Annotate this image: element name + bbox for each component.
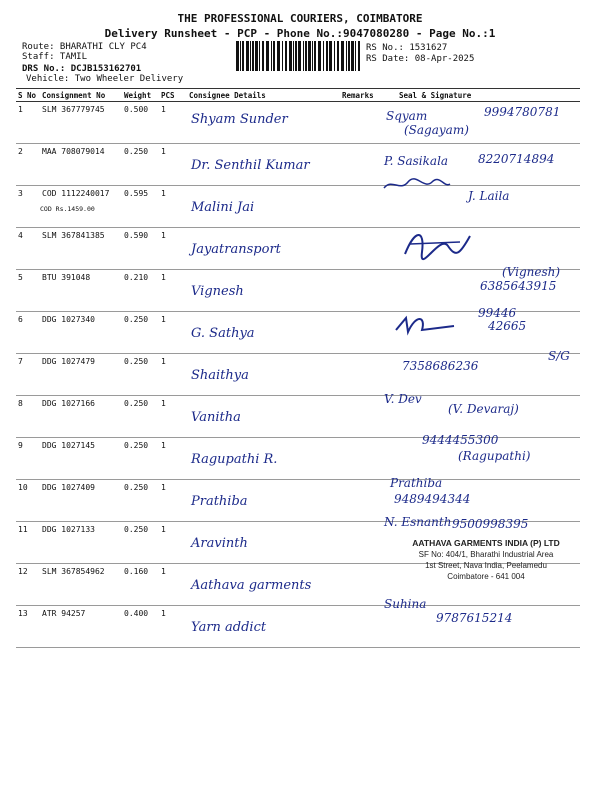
col-remarks: Remarks bbox=[340, 89, 385, 102]
barcode-bar bbox=[277, 41, 280, 71]
consignee-cell bbox=[187, 522, 340, 564]
table-row bbox=[16, 354, 580, 396]
weight-cell: 0.250 bbox=[122, 312, 159, 354]
barcode-bar bbox=[259, 41, 260, 71]
barcode-bar bbox=[236, 41, 239, 71]
barcode-bar bbox=[334, 41, 335, 71]
consignment-cell: DDG 1027133 bbox=[40, 522, 122, 564]
barcode bbox=[235, 41, 361, 71]
consignee-cell bbox=[187, 438, 340, 480]
weight-cell: 0.595 bbox=[122, 186, 159, 228]
signature-note: 99446 bbox=[478, 306, 517, 320]
pcs-cell: 1 bbox=[159, 102, 187, 144]
remarks-cell bbox=[340, 480, 385, 522]
pcs-cell: 1 bbox=[159, 270, 187, 312]
signature-note: N. Esnanth bbox=[384, 515, 452, 529]
stamp-address-1: SF No: 404/1, Bharathi Industrial Area bbox=[418, 550, 554, 559]
barcode-bar bbox=[318, 41, 321, 71]
pcs-cell: 1 bbox=[159, 522, 187, 564]
consignee-name: Malini Jai bbox=[191, 200, 255, 215]
route-label: Route: BHARATHI CLY PC4 bbox=[22, 42, 147, 52]
remarks-cell bbox=[340, 438, 385, 480]
consignment-cell: DDG 1027479 bbox=[40, 354, 122, 396]
pcs-cell: 1 bbox=[159, 438, 187, 480]
signature-note: 6385643915 bbox=[480, 279, 557, 293]
stamp-name: AATHAVA GARMENTS INDIA (P) LTD bbox=[412, 538, 560, 548]
signature-note: Sqyam bbox=[386, 109, 428, 123]
consignment-cell: MAA 708079014 bbox=[40, 144, 122, 186]
signature-note: Suhina bbox=[384, 597, 427, 611]
cod-amount: COD Rs.1459.00 bbox=[40, 205, 95, 213]
barcode-bar bbox=[303, 41, 304, 71]
col-pcs: PCS bbox=[159, 89, 187, 102]
consignee-name: Aravinth bbox=[191, 536, 248, 551]
sno-cell: 7 bbox=[16, 354, 40, 396]
pcs-cell: 1 bbox=[159, 564, 187, 606]
consignment-cell: SLM 367854962 bbox=[40, 564, 122, 606]
barcode-bar bbox=[312, 41, 313, 71]
signature-note: (Sagayam) bbox=[404, 123, 469, 137]
weight-cell: 0.590 bbox=[122, 228, 159, 270]
consignee-name: Yarn addict bbox=[191, 620, 267, 635]
consignee-cell bbox=[187, 312, 340, 354]
barcode-bar bbox=[293, 41, 294, 71]
consignee-cell bbox=[187, 270, 340, 312]
signature-note: 9500998395 bbox=[452, 517, 529, 531]
barcode-bar bbox=[314, 41, 316, 71]
barcode-bar bbox=[250, 41, 251, 71]
remarks-cell bbox=[340, 354, 385, 396]
rs-date: RS Date: 08-Apr-2025 bbox=[366, 54, 475, 64]
pcs-cell: 1 bbox=[159, 396, 187, 438]
signature-note: 9994780781 bbox=[484, 105, 561, 119]
runsheet-subtitle: Delivery Runsheet - PCP - Phone No.:9047080280 - Page No.:1 bbox=[104, 27, 496, 40]
col-consignee: Consignee Details bbox=[187, 89, 340, 102]
consignee-cell bbox=[187, 102, 340, 144]
sno-cell: 2 bbox=[16, 144, 40, 186]
vehicle-label: Vehicle: Two Wheeler Delivery bbox=[26, 74, 184, 84]
consignee-name: Ragupathi R. bbox=[191, 452, 278, 467]
barcode-bar bbox=[240, 41, 241, 71]
consignee-cell bbox=[187, 606, 340, 648]
remarks-cell bbox=[340, 606, 385, 648]
col-sno: S No bbox=[16, 89, 40, 102]
consignee-cell bbox=[187, 354, 340, 396]
consignee-name: Vignesh bbox=[191, 284, 244, 299]
col-signature: Seal & Signature bbox=[385, 89, 580, 102]
consignee-cell bbox=[187, 228, 340, 270]
barcode-bar bbox=[273, 41, 275, 71]
consignment-cell: DDG 1027166 bbox=[40, 396, 122, 438]
consignee-name: Shaithya bbox=[191, 368, 249, 383]
sno-cell: 9 bbox=[16, 438, 40, 480]
table-row bbox=[16, 480, 580, 522]
consignment-cell: DDG 1027340 bbox=[40, 312, 122, 354]
barcode-bar bbox=[346, 41, 347, 71]
barcode-bar bbox=[289, 41, 292, 71]
signature-cell bbox=[385, 228, 580, 270]
remarks-cell bbox=[340, 228, 385, 270]
pcs-cell: 1 bbox=[159, 606, 187, 648]
signature-note: (Vignesh) bbox=[502, 265, 561, 279]
barcode-bar bbox=[337, 41, 339, 71]
signature-note: (Ragupathi) bbox=[458, 449, 531, 463]
signature-note: (V. Devaraj) bbox=[448, 402, 519, 416]
consignment-cell: DDG 1027409 bbox=[40, 480, 122, 522]
barcode-bar bbox=[326, 41, 328, 71]
consignee-name: Aathava garments bbox=[191, 578, 312, 593]
drs-number: DRS No.: DCJB153162701 bbox=[22, 64, 142, 74]
signature-note: 42665 bbox=[488, 319, 527, 333]
pcs-cell: 1 bbox=[159, 312, 187, 354]
barcode-bar bbox=[246, 41, 249, 71]
weight-cell: 0.250 bbox=[122, 522, 159, 564]
barcode-bar bbox=[262, 41, 264, 71]
weight-cell: 0.400 bbox=[122, 606, 159, 648]
signature-note: 7358686236 bbox=[402, 359, 479, 373]
remarks-cell bbox=[340, 522, 385, 564]
consignee-name: Dr. Senthil Kumar bbox=[191, 158, 310, 173]
remarks-cell bbox=[340, 396, 385, 438]
pcs-cell: 1 bbox=[159, 480, 187, 522]
sno-cell: 8 bbox=[16, 396, 40, 438]
barcode-bar bbox=[295, 41, 297, 71]
stamp-address-3: Coimbatore - 641 004 bbox=[447, 572, 525, 581]
weight-cell: 0.250 bbox=[122, 144, 159, 186]
consignment-cell: SLM 367841385 bbox=[40, 228, 122, 270]
company-title: THE PROFESSIONAL COURIERS, COIMBATORE bbox=[177, 12, 423, 25]
consignment-cell: ATR 94257 bbox=[40, 606, 122, 648]
pcs-cell: 1 bbox=[159, 228, 187, 270]
barcode-bar bbox=[305, 41, 307, 71]
consignee-cell bbox=[187, 564, 340, 606]
weight-cell: 0.250 bbox=[122, 438, 159, 480]
table-row bbox=[16, 228, 580, 270]
sno-cell: 1 bbox=[16, 102, 40, 144]
rs-number: RS No.: 1531627 bbox=[366, 43, 448, 53]
barcode-bar bbox=[323, 41, 324, 71]
consignee-name: G. Sathya bbox=[191, 326, 255, 341]
weight-cell: 0.160 bbox=[122, 564, 159, 606]
barcode-bar bbox=[355, 41, 356, 71]
consignment-cell: DDG 1027145 bbox=[40, 438, 122, 480]
remarks-cell bbox=[340, 312, 385, 354]
consignee-name: Shyam Sunder bbox=[191, 112, 288, 127]
weight-cell: 0.210 bbox=[122, 270, 159, 312]
signature-note: 9444455300 bbox=[422, 433, 499, 447]
remarks-cell bbox=[340, 186, 385, 228]
barcode-bar bbox=[308, 41, 311, 71]
signature-note: 8220714894 bbox=[478, 152, 555, 166]
consignee-cell bbox=[187, 480, 340, 522]
sno-cell: 5 bbox=[16, 270, 40, 312]
barcode-bar bbox=[348, 41, 350, 71]
signature-note: 9787615214 bbox=[436, 611, 513, 625]
barcode-bar bbox=[341, 41, 344, 71]
col-weight: Weight bbox=[122, 89, 159, 102]
weight-cell: 0.250 bbox=[122, 396, 159, 438]
staff-label: Staff: TAMIL bbox=[22, 52, 88, 62]
signature-note: 9489494344 bbox=[394, 492, 471, 506]
sno-cell: 6 bbox=[16, 312, 40, 354]
consignee-cell bbox=[187, 144, 340, 186]
consignment-cell: BTU 391048 bbox=[40, 270, 122, 312]
remarks-cell bbox=[340, 144, 385, 186]
consignee-name: Vanitha bbox=[191, 410, 241, 425]
barcode-bar bbox=[255, 41, 258, 71]
remarks-cell bbox=[340, 102, 385, 144]
consignment-cell: SLM 367779745 bbox=[40, 102, 122, 144]
pcs-cell: 1 bbox=[159, 354, 187, 396]
company-stamp bbox=[386, 538, 586, 582]
signature-note: J. Laila bbox=[468, 189, 510, 203]
barcode-bar bbox=[282, 41, 283, 71]
barcode-bar bbox=[329, 41, 332, 71]
sno-cell: 12 bbox=[16, 564, 40, 606]
signature-note: S/G bbox=[548, 349, 570, 363]
barcode-bar bbox=[242, 41, 244, 71]
col-consignment: Consignment No bbox=[40, 89, 122, 102]
weight-cell: 0.250 bbox=[122, 480, 159, 522]
barcode-bar bbox=[358, 41, 360, 71]
signature-note: Prathiba bbox=[390, 476, 443, 490]
sno-cell: 4 bbox=[16, 228, 40, 270]
consignment-cell: COD 1112240017 COD Rs.1459.00 bbox=[40, 186, 122, 228]
remarks-cell bbox=[340, 564, 385, 606]
pcs-cell: 1 bbox=[159, 186, 187, 228]
pcs-cell: 1 bbox=[159, 144, 187, 186]
barcode-bar bbox=[298, 41, 301, 71]
sno-cell: 10 bbox=[16, 480, 40, 522]
consignee-name: Jayatransport bbox=[191, 242, 281, 257]
weight-cell: 0.500 bbox=[122, 102, 159, 144]
remarks-cell bbox=[340, 270, 385, 312]
barcode-bar bbox=[351, 41, 354, 71]
stamp-address-2: 1st Street, Nava India, Peelamedu bbox=[425, 561, 547, 570]
consignee-cell bbox=[187, 396, 340, 438]
signature-note: V. Dev bbox=[384, 392, 422, 406]
barcode-bar bbox=[285, 41, 287, 71]
sno-cell: 3 bbox=[16, 186, 40, 228]
barcode-bar bbox=[271, 41, 272, 71]
sno-cell: 13 bbox=[16, 606, 40, 648]
sno-cell: 11 bbox=[16, 522, 40, 564]
weight-cell: 0.250 bbox=[122, 354, 159, 396]
table-header bbox=[16, 89, 580, 102]
consignee-cell bbox=[187, 186, 340, 228]
consignee-name: Prathiba bbox=[191, 494, 248, 509]
barcode-bar bbox=[266, 41, 269, 71]
signature-note: P. Sasikala bbox=[384, 154, 449, 168]
barcode-bar bbox=[252, 41, 254, 71]
